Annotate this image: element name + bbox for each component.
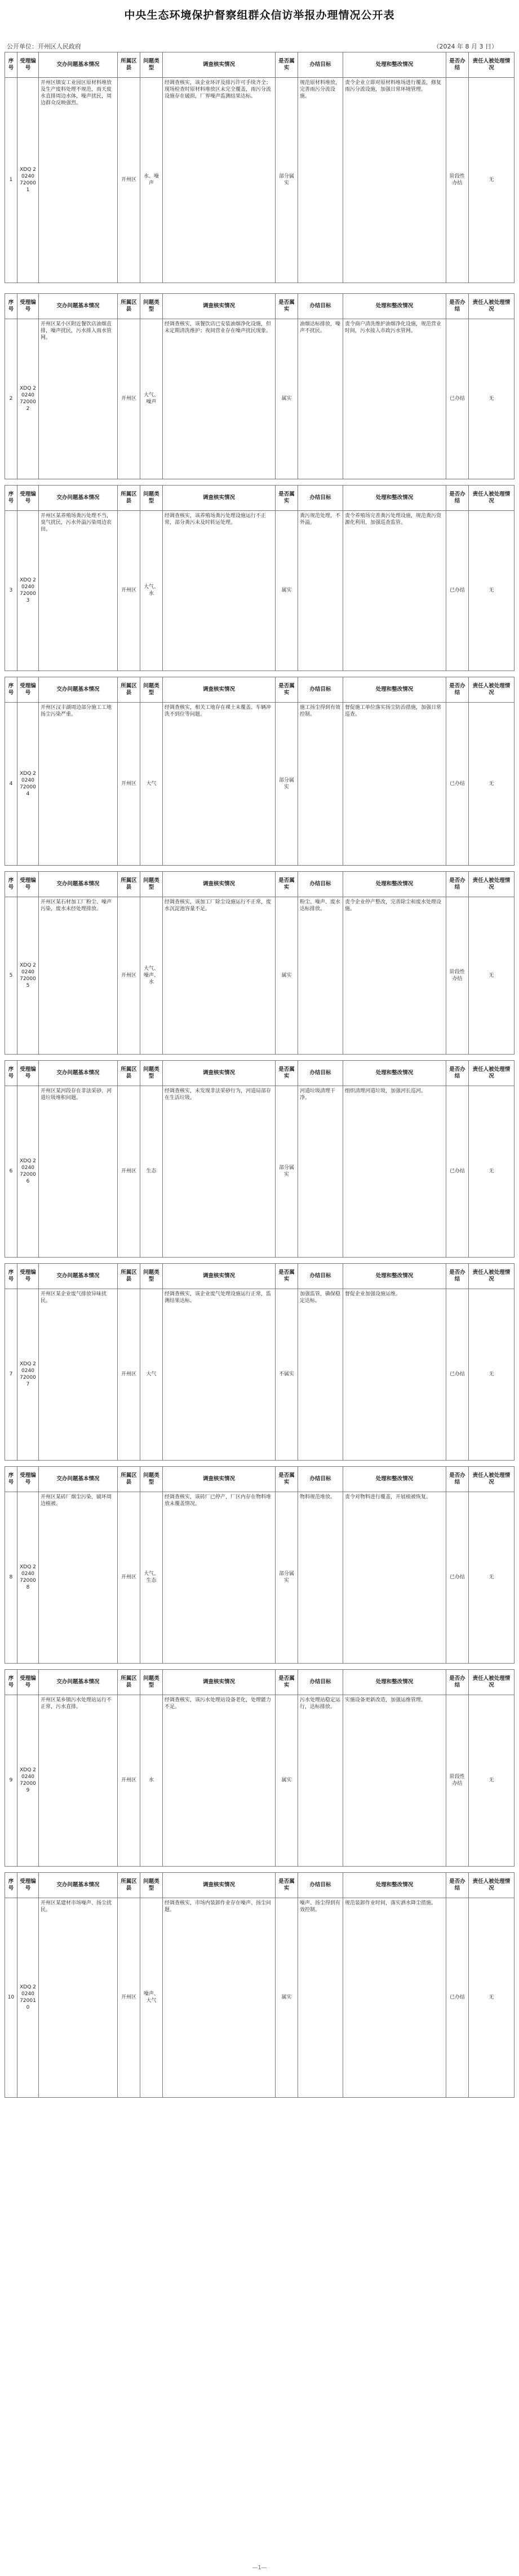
column-header: 受理编号 bbox=[17, 294, 39, 319]
column-header: 所属区县 bbox=[118, 294, 140, 319]
column-header: 处理和整改情况 bbox=[343, 1873, 446, 1898]
cell-no: 7 bbox=[5, 1289, 17, 1460]
cell-finding: 经调查核实，该污水处理站设备老化，处理能力不足。 bbox=[163, 1695, 276, 1866]
column-header: 所属区县 bbox=[118, 677, 140, 702]
column-header: 责任人被处理情况 bbox=[472, 683, 511, 696]
table-row bbox=[5, 1898, 514, 2097]
cell-punish: 无 bbox=[489, 1574, 494, 1580]
column-header: 调查核实情况 bbox=[163, 872, 276, 897]
column-header: 受理编号 bbox=[17, 1061, 39, 1086]
cell-type: 大气 bbox=[140, 702, 163, 865]
cell-punish: 无 bbox=[489, 972, 494, 978]
cell-verdict: 属实 bbox=[276, 1695, 298, 1866]
column-header: 是否属实 bbox=[276, 1670, 298, 1695]
cell-closed: 已办结 bbox=[446, 1492, 469, 1663]
cell-goal: 粪污规范处理，不外溢。 bbox=[298, 510, 343, 671]
cell-code: XDQ 20240 72000 4 bbox=[17, 702, 39, 865]
table-row bbox=[5, 319, 514, 479]
cell-goal: 粉尘、噪声、废水达标排放。 bbox=[298, 897, 343, 1054]
column-header: 办结目标 bbox=[298, 872, 343, 897]
column-header: 所属区县 bbox=[118, 52, 140, 77]
table-header-row bbox=[5, 872, 514, 897]
column-header: 受理编号 bbox=[17, 677, 39, 702]
cell-issue: 开州区某建材市场噪声、扬尘扰民。 bbox=[39, 1898, 118, 2097]
cell-punish: 无 bbox=[489, 177, 494, 183]
cell-type: 噪声、大气 bbox=[140, 1898, 163, 2097]
column-header: 办结目标 bbox=[298, 1467, 343, 1492]
column-header: 办结目标 bbox=[298, 1873, 343, 1898]
cell-no: 4 bbox=[5, 702, 17, 865]
cell-goal: 施工扬尘得到有效控制。 bbox=[298, 702, 343, 865]
cell-type: 大气、噪声、水 bbox=[140, 897, 163, 1054]
cell-district: 开州区 bbox=[118, 510, 140, 671]
column-header: 处理和整改情况 bbox=[343, 1061, 446, 1086]
cell-finding: 经调查核实，该企业环评及排污许可手续齐全；现场检查时原材料堆放区未完全覆盖，雨污分流设施存在破损，厂界噪声监测结果达标。 bbox=[163, 77, 276, 283]
column-header: 是否办结 bbox=[446, 1873, 469, 1898]
cell-punish: 无 bbox=[489, 1168, 494, 1174]
cell-type: 大气、水 bbox=[140, 510, 163, 671]
column-header: 调查核实情况 bbox=[163, 1061, 276, 1086]
cell-closed: 已办结 bbox=[446, 1289, 469, 1460]
case-table bbox=[5, 293, 514, 479]
column-header: 处理和整改情况 bbox=[343, 294, 446, 319]
cell-code: XDQ 20240 72000 9 bbox=[17, 1695, 39, 1866]
cell-closed: 阶段性办结 bbox=[446, 77, 469, 283]
cell-type: 生态 bbox=[140, 1086, 163, 1257]
column-header: 处理和整改情况 bbox=[343, 1670, 446, 1695]
column-header: 调查核实情况 bbox=[163, 294, 276, 319]
column-header: 责任人被处理情况 bbox=[472, 877, 511, 890]
column-header: 受理编号 bbox=[17, 1264, 39, 1289]
cell-issue: 开州区某小区附近餐饮店油烟直排，噪声扰民，污水排入雨水管网。 bbox=[39, 319, 118, 479]
cell-punish: 无 bbox=[489, 1371, 494, 1377]
column-header: 交办问题基本情况 bbox=[39, 1061, 118, 1086]
column-header: 办结目标 bbox=[298, 677, 343, 702]
column-header: 是否属实 bbox=[276, 486, 298, 510]
cell-code: XDQ 20240 72000 6 bbox=[17, 1086, 39, 1257]
cell-district: 开州区 bbox=[118, 702, 140, 865]
column-header: 交办问题基本情况 bbox=[39, 872, 118, 897]
column-header: 是否属实 bbox=[276, 1467, 298, 1492]
column-header: 问题类型 bbox=[140, 52, 163, 77]
column-header: 问题类型 bbox=[140, 872, 163, 897]
cell-punish: 无 bbox=[489, 1777, 494, 1783]
cell-goal: 河道垃圾清理干净。 bbox=[298, 1086, 343, 1257]
cell-no: 5 bbox=[5, 897, 17, 1054]
column-header: 交办问题基本情况 bbox=[39, 486, 118, 510]
cell-verdict: 部分属实 bbox=[276, 1492, 298, 1663]
cell-goal: 噪声、扬尘得到有效控制。 bbox=[298, 1898, 343, 2097]
column-header: 问题类型 bbox=[140, 1061, 163, 1086]
column-header: 调查核实情况 bbox=[163, 486, 276, 510]
cell-code: XDQ 20240 72000 2 bbox=[17, 319, 39, 479]
cell-action: 规范装卸作业时间，落实洒水降尘措施。 bbox=[343, 1898, 446, 2097]
cell-action: 责令养殖场完善粪污处理设施，规范粪污资源化利用，加强巡查监管。 bbox=[343, 510, 446, 671]
table-header-row bbox=[5, 294, 514, 319]
column-header: 受理编号 bbox=[17, 872, 39, 897]
cell-verdict: 属实 bbox=[276, 1898, 298, 2097]
cell-action: 督促企业加强设施运维。 bbox=[343, 1289, 446, 1460]
column-header: 序号 bbox=[5, 1873, 17, 1898]
table-row bbox=[5, 510, 514, 671]
cell-no: 3 bbox=[5, 510, 17, 671]
column-header: 调查核实情况 bbox=[163, 52, 276, 77]
column-header: 办结目标 bbox=[298, 1061, 343, 1086]
table-row bbox=[5, 1086, 514, 1257]
cell-issue: 开州区某石材加工厂粉尘、噪声污染，废水未经处理排放。 bbox=[39, 897, 118, 1054]
cell-type: 大气 bbox=[140, 1289, 163, 1460]
column-header: 受理编号 bbox=[17, 486, 39, 510]
table-header-row bbox=[5, 52, 514, 78]
cell-action: 组织清理河道垃圾，加强河长巡河。 bbox=[343, 1086, 446, 1257]
cell-code: XDQ 20240 72000 7 bbox=[17, 1289, 39, 1460]
case-table bbox=[5, 1060, 514, 1258]
table-header-row bbox=[5, 1061, 514, 1086]
cell-finding: 经调查核实，该加工厂除尘设施运行不正常，废水沉淀池容量不足。 bbox=[163, 897, 276, 1054]
column-header: 是否属实 bbox=[276, 294, 298, 319]
column-header: 处理和整改情况 bbox=[343, 52, 446, 77]
column-header: 问题类型 bbox=[140, 1670, 163, 1695]
cell-issue: 开州区某河段存在非法采砂、河道垃圾堆积问题。 bbox=[39, 1086, 118, 1257]
cell-no: 10 bbox=[5, 1898, 17, 2097]
column-header: 所属区县 bbox=[118, 1873, 140, 1898]
table-row bbox=[5, 1492, 514, 1663]
column-header: 交办问题基本情况 bbox=[39, 1670, 118, 1695]
cell-action: 实施设备更新改造，加强运维管理。 bbox=[343, 1695, 446, 1866]
column-header: 责任人被处理情况 bbox=[472, 1472, 511, 1485]
column-header: 是否属实 bbox=[276, 1264, 298, 1289]
column-header: 处理和整改情况 bbox=[343, 872, 446, 897]
column-header: 受理编号 bbox=[17, 1467, 39, 1492]
column-header: 办结目标 bbox=[298, 294, 343, 319]
column-header: 序号 bbox=[5, 872, 17, 897]
column-header: 序号 bbox=[5, 677, 17, 702]
column-header: 序号 bbox=[5, 486, 17, 510]
cell-closed: 已办结 bbox=[446, 702, 469, 865]
column-header: 问题类型 bbox=[140, 1467, 163, 1492]
cell-closed: 已办结 bbox=[446, 510, 469, 671]
column-header: 所属区县 bbox=[118, 872, 140, 897]
cell-action: 责令对物料进行覆盖，开展植被恢复。 bbox=[343, 1492, 446, 1663]
cell-goal: 油烟达标排放，噪声不扰民。 bbox=[298, 319, 343, 479]
cell-type: 大气、噪声 bbox=[140, 319, 163, 479]
column-header: 交办问题基本情况 bbox=[39, 1467, 118, 1492]
column-header: 办结目标 bbox=[298, 1670, 343, 1695]
table-header-row bbox=[5, 677, 514, 703]
column-header: 受理编号 bbox=[17, 52, 39, 77]
cell-verdict: 不属实 bbox=[276, 1289, 298, 1460]
column-header: 是否属实 bbox=[276, 1061, 298, 1086]
cell-closed: 阶段性办结 bbox=[446, 897, 469, 1054]
cell-issue: 开州区某养殖场粪污处理不当，臭气扰民，污水外溢污染周边农田。 bbox=[39, 510, 118, 671]
column-header: 交办问题基本情况 bbox=[39, 677, 118, 702]
column-header: 序号 bbox=[5, 294, 17, 319]
cell-issue: 开州区某砖厂烟尘污染，破坏周边植被。 bbox=[39, 1492, 118, 1663]
column-header: 是否办结 bbox=[446, 294, 469, 319]
column-header: 办结目标 bbox=[298, 1264, 343, 1289]
cell-district: 开州区 bbox=[118, 77, 140, 283]
cell-type: 水 bbox=[140, 1695, 163, 1866]
cell-district: 开州区 bbox=[118, 1289, 140, 1460]
cell-verdict: 属实 bbox=[276, 319, 298, 479]
cell-finding: 经调查核实，市场内装卸作业存在噪声、扬尘问题。 bbox=[163, 1898, 276, 2097]
column-header: 所属区县 bbox=[118, 486, 140, 510]
column-header: 处理和整改情况 bbox=[343, 1467, 446, 1492]
case-table bbox=[5, 1466, 514, 1664]
column-header: 问题类型 bbox=[140, 294, 163, 319]
column-header: 责任人被处理情况 bbox=[472, 299, 511, 312]
cell-finding: 经调查核实，该餐饮店已安装油烟净化设施，但未定期清洗维护；夜间营业存在噪声扰民现象。 bbox=[163, 319, 276, 479]
cell-issue: 开州区汉丰湖周边部分施工工地扬尘污染严重。 bbox=[39, 702, 118, 865]
table-header-row bbox=[5, 1264, 514, 1289]
column-header: 序号 bbox=[5, 1061, 17, 1086]
column-header: 调查核实情况 bbox=[163, 1670, 276, 1695]
column-header: 所属区县 bbox=[118, 1670, 140, 1695]
case-table bbox=[5, 1263, 514, 1461]
column-header: 问题类型 bbox=[140, 486, 163, 510]
column-header: 办结目标 bbox=[298, 52, 343, 77]
column-header: 调查核实情况 bbox=[163, 1467, 276, 1492]
cell-district: 开州区 bbox=[118, 319, 140, 479]
case-table bbox=[5, 871, 514, 1055]
cell-verdict: 部分属实 bbox=[276, 1086, 298, 1257]
cell-punish: 无 bbox=[489, 588, 494, 593]
cell-action: 责令商户清洗维护油烟净化设施，规范营业时间，污水接入市政污水管网。 bbox=[343, 319, 446, 479]
column-header: 问题类型 bbox=[140, 677, 163, 702]
column-header: 所属区县 bbox=[118, 1467, 140, 1492]
column-header: 问题类型 bbox=[140, 1264, 163, 1289]
page-title: 中央生态环境保护督察组群众信访举报办理情况公开表 bbox=[124, 9, 395, 21]
column-header: 调查核实情况 bbox=[163, 1873, 276, 1898]
cell-punish: 无 bbox=[489, 396, 494, 402]
cell-goal: 污水处理站稳定运行，达标排放。 bbox=[298, 1695, 343, 1866]
publish-date: （2024 年 8 月 3 日） bbox=[433, 43, 498, 50]
cell-district: 开州区 bbox=[118, 1898, 140, 2097]
cell-punish: 无 bbox=[489, 780, 494, 787]
column-header: 是否办结 bbox=[446, 1061, 469, 1086]
column-header: 调查核实情况 bbox=[163, 1264, 276, 1289]
column-header: 是否属实 bbox=[276, 52, 298, 77]
cell-verdict: 属实 bbox=[276, 897, 298, 1054]
column-header: 调查核实情况 bbox=[163, 677, 276, 702]
column-header: 是否办结 bbox=[446, 1264, 469, 1289]
cell-district: 开州区 bbox=[118, 1086, 140, 1257]
column-header: 交办问题基本情况 bbox=[39, 294, 118, 319]
table-row bbox=[5, 1289, 514, 1460]
column-header: 责任人被处理情况 bbox=[472, 1269, 511, 1282]
cell-verdict: 部分属实 bbox=[276, 702, 298, 865]
cell-finding: 经调查核实，该养殖场粪污处理设施运行不正常，部分粪污未及时转运处理。 bbox=[163, 510, 276, 671]
cell-district: 开州区 bbox=[118, 1695, 140, 1866]
column-header: 交办问题基本情况 bbox=[39, 1264, 118, 1289]
cell-issue: 开州区某乡镇污水处理站运行不正常，污水直排。 bbox=[39, 1695, 118, 1866]
table-row bbox=[5, 702, 514, 865]
column-header: 受理编号 bbox=[17, 1670, 39, 1695]
column-header: 责任人被处理情况 bbox=[472, 58, 511, 71]
column-header: 交办问题基本情况 bbox=[39, 52, 118, 77]
table-header-row bbox=[5, 1467, 514, 1492]
column-header: 责任人被处理情况 bbox=[472, 1066, 511, 1079]
cell-district: 开州区 bbox=[118, 1492, 140, 1663]
publishing-unit: 公开单位：开州区人民政府 bbox=[7, 43, 81, 50]
case-table bbox=[5, 485, 514, 671]
cell-verdict: 属实 bbox=[276, 510, 298, 671]
column-header: 序号 bbox=[5, 1264, 17, 1289]
table-header-row bbox=[5, 1670, 514, 1695]
cell-no: 8 bbox=[5, 1492, 17, 1663]
cell-code: XDQ 20240 72000 5 bbox=[17, 897, 39, 1054]
column-header: 是否属实 bbox=[276, 677, 298, 702]
cell-no: 1 bbox=[5, 77, 17, 283]
page-footer: —1— bbox=[252, 2565, 267, 2571]
cell-code: XDQ 20240 72000 1 bbox=[17, 77, 39, 283]
table-row bbox=[5, 1695, 514, 1866]
cell-closed: 已办结 bbox=[446, 1898, 469, 2097]
table-header-row bbox=[5, 1873, 514, 1898]
column-header: 是否办结 bbox=[446, 872, 469, 897]
column-header: 责任人被处理情况 bbox=[472, 491, 511, 504]
column-header: 是否办结 bbox=[446, 52, 469, 77]
table-header-row bbox=[5, 486, 514, 511]
column-header: 交办问题基本情况 bbox=[39, 1873, 118, 1898]
column-header: 所属区县 bbox=[118, 1264, 140, 1289]
cell-verdict: 部分属实 bbox=[276, 77, 298, 283]
case-table bbox=[5, 1669, 514, 1867]
column-header: 是否属实 bbox=[276, 1873, 298, 1898]
column-header: 处理和整改情况 bbox=[343, 677, 446, 702]
column-header: 是否办结 bbox=[446, 677, 469, 702]
cell-no: 6 bbox=[5, 1086, 17, 1257]
column-header: 是否属实 bbox=[276, 872, 298, 897]
table-row bbox=[5, 897, 514, 1054]
cell-action: 责令企业立即对原材料堆场进行覆盖，修复雨污分流设施，加强日常环境管理。 bbox=[343, 77, 446, 283]
cell-closed: 已办结 bbox=[446, 319, 469, 479]
column-header: 处理和整改情况 bbox=[343, 486, 446, 510]
column-header: 序号 bbox=[5, 52, 17, 77]
case-table bbox=[5, 52, 514, 283]
column-header: 责任人被处理情况 bbox=[472, 1878, 511, 1891]
cell-code: XDQ 20240 72000 8 bbox=[17, 1492, 39, 1663]
case-table bbox=[5, 1872, 514, 2098]
column-header: 序号 bbox=[5, 1467, 17, 1492]
cell-punish: 无 bbox=[489, 1995, 494, 2000]
column-header: 是否办结 bbox=[446, 1670, 469, 1695]
cell-type: 大气、生态 bbox=[140, 1492, 163, 1663]
column-header: 问题类型 bbox=[140, 1873, 163, 1898]
cell-issue: 开州区某企业废气排放异味扰民。 bbox=[39, 1289, 118, 1460]
column-header: 受理编号 bbox=[17, 1873, 39, 1898]
cell-type: 水、噪声 bbox=[140, 77, 163, 283]
cell-action: 督促施工单位落实扬尘防治措施，加强日常巡查。 bbox=[343, 702, 446, 865]
cell-finding: 经调查核实，未发现非法采砂行为，河道局部存在生活垃圾。 bbox=[163, 1086, 276, 1257]
cell-no: 9 bbox=[5, 1695, 17, 1866]
cell-goal: 规范原材料堆放，完善雨污分流设施。 bbox=[298, 77, 343, 283]
cell-action: 责令企业停产整改，完善除尘和废水处理设施。 bbox=[343, 897, 446, 1054]
table-row bbox=[5, 77, 514, 283]
column-header: 办结目标 bbox=[298, 486, 343, 510]
cell-goal: 加强监管，确保稳定达标。 bbox=[298, 1289, 343, 1460]
cell-closed: 阶段性办结 bbox=[446, 1695, 469, 1866]
column-header: 序号 bbox=[5, 1670, 17, 1695]
cell-code: XDQ 20240 72001 0 bbox=[17, 1898, 39, 2097]
cell-district: 开州区 bbox=[118, 897, 140, 1054]
column-header: 责任人被处理情况 bbox=[472, 1675, 511, 1688]
cell-code: XDQ 20240 72000 3 bbox=[17, 510, 39, 671]
column-header: 是否办结 bbox=[446, 486, 469, 510]
cell-no: 2 bbox=[5, 319, 17, 479]
cell-finding: 经调查核实，该企业废气处理设施运行正常，监测结果达标。 bbox=[163, 1289, 276, 1460]
column-header: 处理和整改情况 bbox=[343, 1264, 446, 1289]
column-header: 所属区县 bbox=[118, 1061, 140, 1086]
cell-closed: 已办结 bbox=[446, 1086, 469, 1257]
cell-goal: 物料规范堆放。 bbox=[298, 1492, 343, 1663]
cell-finding: 经调查核实，该砖厂已停产，厂区内存在物料堆放未覆盖情况。 bbox=[163, 1492, 276, 1663]
case-table bbox=[5, 677, 514, 866]
column-header: 是否办结 bbox=[446, 1467, 469, 1492]
cell-issue: 开州区镇安工业园区原材料堆放及生产废料处理不规范，雨天废水直排周边水体，噪声扰民，周边群众反映强烈。 bbox=[39, 77, 118, 283]
cell-finding: 经调查核实，相关工地存在裸土未覆盖、车辆冲洗不到位等问题。 bbox=[163, 702, 276, 865]
